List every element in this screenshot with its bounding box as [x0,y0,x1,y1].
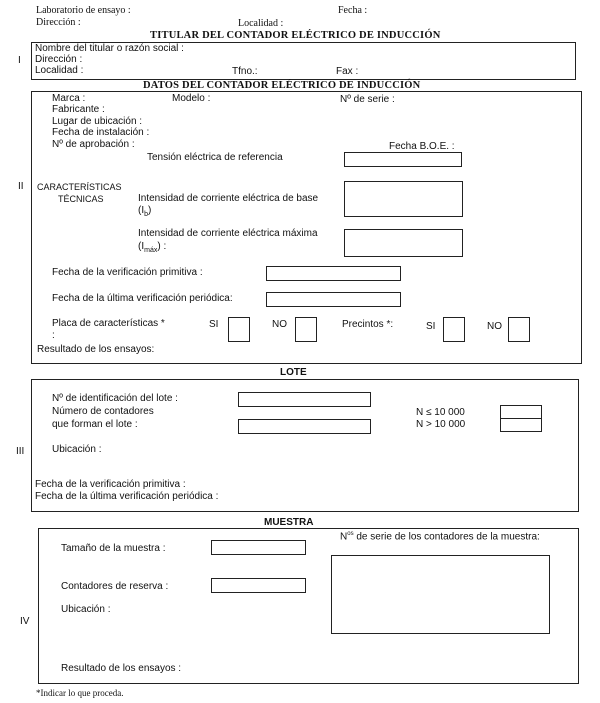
fecha-label: Fecha : [338,5,368,16]
intensidad-max-label: Intensidad de corriente eléctrica máxima [138,228,318,239]
precintos-no-label: NO [487,321,502,332]
verif-periodica-field[interactable] [266,292,401,307]
placa-no-checkbox[interactable] [295,317,317,342]
section1-roman: I [18,55,21,66]
section4-roman: IV [20,616,30,627]
intensidad-base-symbol: $(I_b)$ [138,205,152,218]
section3-roman: III [16,446,25,457]
tension-field[interactable] [344,152,462,167]
tension-label: Tensión eléctrica de referencia [147,152,283,163]
intensidad-base-label: Intensidad de corriente eléctrica de base [138,193,319,204]
fecha-instalacion-label: Fecha de instalación : [52,127,150,138]
identificacion-field[interactable] [238,392,371,407]
modelo-label: Modelo : [172,93,211,104]
reserva-field[interactable] [211,578,306,593]
precintos-si-checkbox[interactable] [443,317,465,342]
verif-primitiva-label: Fecha de la verificación primitiva : [52,267,203,278]
numero-label-1: Número de contadores [52,406,154,417]
marca-label: Marca : [52,93,86,104]
footnote: *Indicar lo que proceda. [36,688,124,698]
precintos-si-label: SI [426,321,436,332]
verif-primitiva-field[interactable] [266,266,401,281]
fabricante-label: Fabricante : [52,104,105,115]
reserva-label: Contadores de reserva : [61,581,169,592]
lugar-label: Lugar de ubicación : [52,116,143,127]
section3-title: LOTE [280,367,307,378]
numero-field[interactable] [238,419,371,434]
n-gt-checkbox[interactable] [500,418,542,432]
resultado-label: Resultado de los ensayos: [37,344,155,355]
intensidad-max-symbol: $(I_{máx})$ : [138,241,167,254]
lote-verif-primitiva-label: Fecha de la verificación primitiva : [35,479,186,490]
localidad-label: Localidad : [238,18,284,29]
serie-label: Nº de serie : [340,94,395,105]
nombre-label: Nombre del titular o razón social : [35,43,184,54]
section2-title: DATOS DEL CONTADOR ELÉCTRICO DE INDUCCIÓN [143,80,421,91]
identificacion-label: Nº de identificación del lote : [52,393,178,404]
tecnicas-label: TÉCNICAS [58,194,104,204]
tamano-label: Tamaño de la muestra : [61,543,166,554]
section2-roman: II [18,181,24,192]
series-muestra-field[interactable] [331,555,550,634]
ubicacion-muestra-label: Ubicación : [61,604,111,615]
localidad-titular-label: Localidad : [35,65,84,76]
aprobacion-label: Nº de aprobación : [52,139,135,150]
numero-label-2: que forman el lote : [52,419,138,430]
n-gt-label: N > 10 000 [416,419,466,430]
direccion-label: Dirección : [36,17,81,28]
placa-no-label: NO [272,319,287,330]
lote-verif-periodica-label: Fecha de la última verificación periódica : [35,491,219,502]
resultado-muestra-label: Resultado de los ensayos : [61,663,182,674]
laboratorio-label: Laboratorio de ensayo : [36,5,131,16]
fecha-boe-label: Fecha B.O.E. : [389,141,455,152]
tfno-label: Tfno.: [232,66,258,77]
caracteristicas-label: CARACTERÍSTICAS [37,182,122,192]
placa-label: Placa de características * [52,318,165,329]
ubicacion-lote-label: Ubicación : [52,444,102,455]
direccion-titular-label: Dirección : [35,54,83,65]
n-le-checkbox[interactable] [500,405,542,419]
placa-si-checkbox[interactable] [228,317,250,342]
tamano-field[interactable] [211,540,306,555]
intensidad-base-field[interactable] [344,181,463,217]
intensidad-max-field[interactable] [344,229,463,257]
precintos-label: Precintos *: [342,319,394,330]
series-muestra-label: $N^{os}$ de serie de los contadores de la muestra: [340,531,540,543]
verif-periodica-label: Fecha de la última verificación periódica: [52,293,233,304]
n-le-label: N ≤ 10 000 [416,407,465,418]
placa-colon: : [52,330,55,341]
precintos-no-checkbox[interactable] [508,317,530,342]
section1-title: TITULAR DEL CONTADOR ELÉCTRICO DE INDUCCIÓN [150,30,441,41]
placa-si-label: SI [209,319,219,330]
section4-title: MUESTRA [264,517,314,528]
fax-label: Fax : [336,66,359,77]
